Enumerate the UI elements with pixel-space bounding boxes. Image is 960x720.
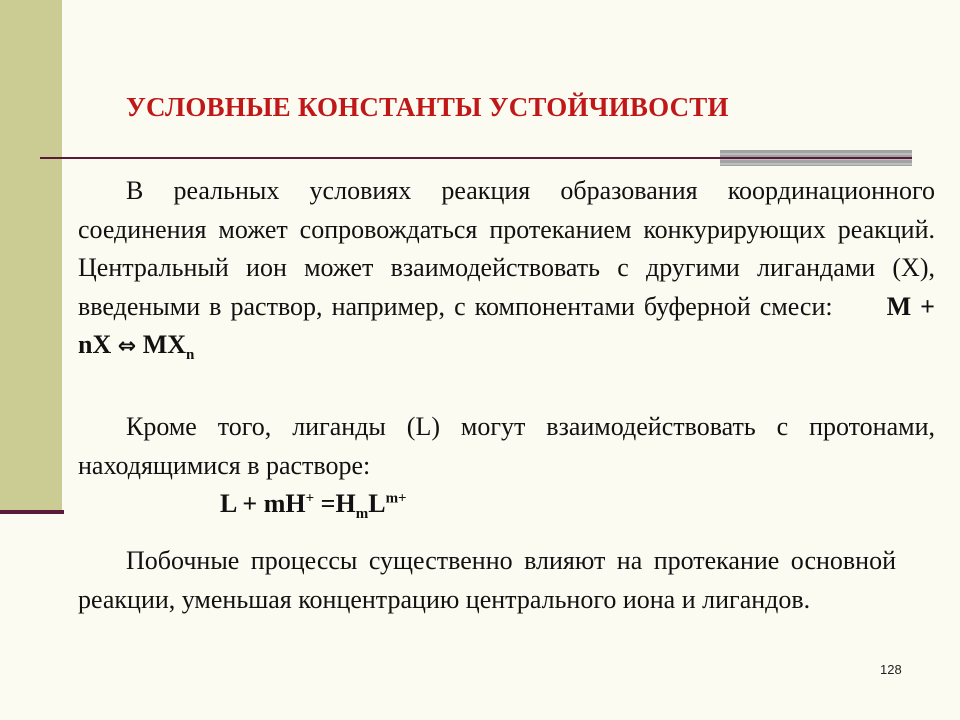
formula-superscript: m+ xyxy=(385,490,407,507)
formula-part: L + mH xyxy=(220,489,306,518)
formula-subscript: m xyxy=(355,506,369,523)
paragraph-3-text: Побочные процессы существенно влияют на протекание основной реакции, уменьшая концентрацию центрального иона и лигандов. xyxy=(78,546,896,614)
paragraph-2-text: Кроме того, лиганды (L) могут взаимодействовать с протонами, находящимися в растворе: xyxy=(78,412,935,480)
paragraph-side-processes xyxy=(78,542,896,619)
paragraph-protonation xyxy=(78,408,935,524)
title-divider-accent xyxy=(720,150,912,166)
formula-product: MX xyxy=(142,330,187,359)
slide-title: УСЛОВНЫЕ КОНСТАНТЫ УСТОЙЧИВОСТИ xyxy=(126,92,729,122)
formula-part: L xyxy=(368,489,386,518)
formula-product-subscript: n xyxy=(186,347,195,364)
formula-superscript: + xyxy=(305,490,315,507)
left-band-bottom-rule xyxy=(0,510,64,514)
paragraph-competing-reactions xyxy=(78,172,935,367)
formula-part: =H xyxy=(314,489,356,518)
formula-lhs: M + nX xyxy=(78,291,935,359)
formula-protonation xyxy=(220,489,407,523)
equilibrium-arrow-icon: ⇔ xyxy=(117,334,137,359)
left-decorative-band xyxy=(0,0,62,512)
paragraph-1-text: В реальных условиях реакция образования координационного соединения может сопровождаться протеканием конкурирующих реакций. Центральный ион может взаимодействовать с другими лигандами (X), введеными в раствор, например, с компонентами буферной смеси: xyxy=(78,176,935,321)
page-number: 128 xyxy=(880,662,902,677)
